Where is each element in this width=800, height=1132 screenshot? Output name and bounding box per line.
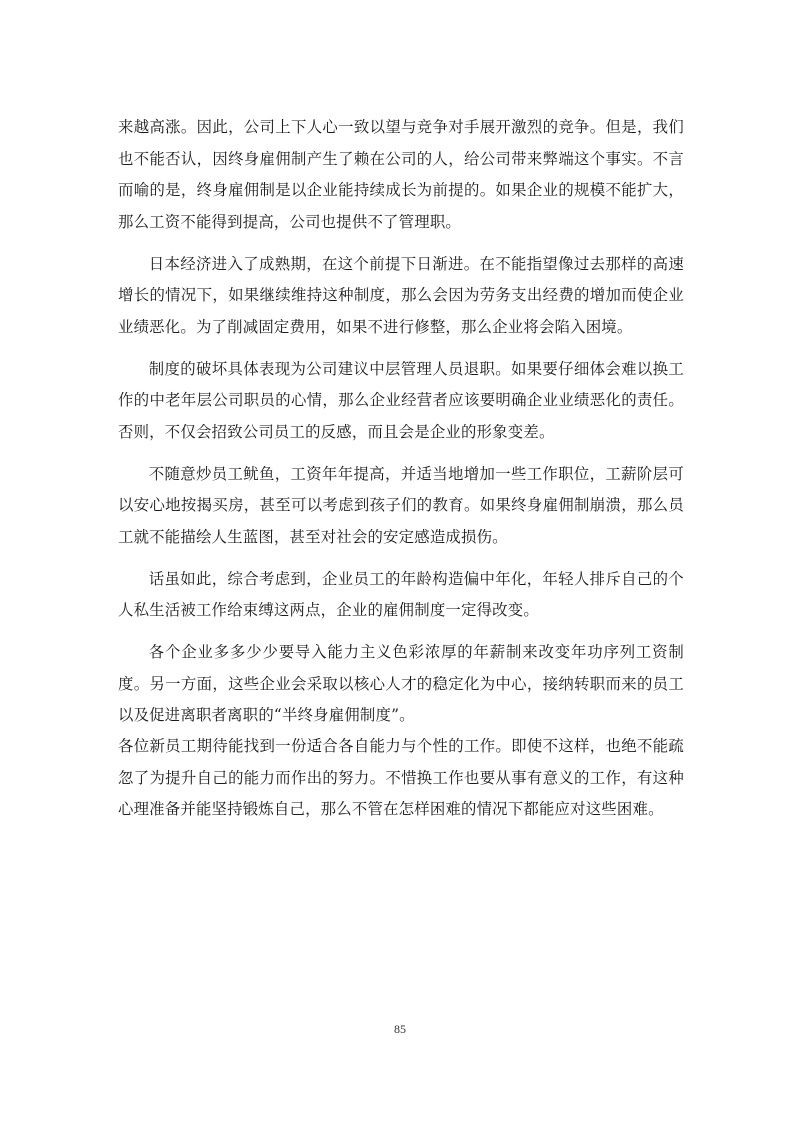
paragraph: 话虽如此，综合考虑到，企业员工的年龄构造偏中年化，年轻人排斥自己的个人私生活被工作给束缚这两点，企业的雇佣制度一定得改变。 — [118, 569, 684, 619]
paragraph: 各位新员工期待能找到一份适合各自能力与个性的工作。即使不这样，也绝不能疏忽了为提升自己的能力而作出的努力。不惜换工作也要从事有意义的工作，有这种心理准备并能坚持锻炼自己，那么不管在怎样困难的情况下都能应对这些困难。 — [118, 737, 684, 818]
paragraph: 制度的破坏具体表现为公司建议中层管理人员退职。如果要仔细体会难以换工作的中老年层公司职员的心情，那么企业经营者应该要明确企业业绩恶化的责任。否则，不仅会招致公司员工的反感，而且会是企业的形象变差。 — [118, 359, 684, 441]
paragraph: 不随意炒员工鱿鱼，工资年年提高，并适当地增加一些工作职位，工薪阶层可以安心地按揭买房，甚至可以考虑到孩子们的教育。如果终身雇佣制崩溃，那么员工就不能描绘人生蓝图，甚至对社会的安定感造成损伤。 — [118, 464, 684, 546]
body-text — [118, 112, 684, 836]
page-number: 85 — [394, 1022, 406, 1036]
paragraph: 日本经济进入了成熟期，在这个前提下日渐进。在不能指望像过去那样的高速增长的情况下，如果继续维持这种制度，那么会因为劳务支出经费的增加而使企业业绩恶化。为了削减固定费用，如果不进行修整，那么企业将会陷入困境。 — [118, 254, 684, 336]
paragraph: 来越高涨。因此，公司上下人心一致以望与竞争对手展开激烈的竞争。但是，我们也不能否认，因终身雇佣制产生了赖在公司的人，给公司带来弊端这个事实。不言而喻的是，终身雇佣制是以企业能持续成长为前提的。如果企业的规模不能扩大，那么工资不能得到提高，公司也提供不了管理职。 — [118, 118, 684, 231]
paragraph: 各个企业多多少少要导入能力主义色彩浓厚的年薪制来改变年功序列工资制度。另一方面，这些企业会采取以核心人才的稳定化为中心，接纳转职而来的员工以及促进离职者离职的“半终身雇佣制度”。 — [118, 643, 684, 724]
